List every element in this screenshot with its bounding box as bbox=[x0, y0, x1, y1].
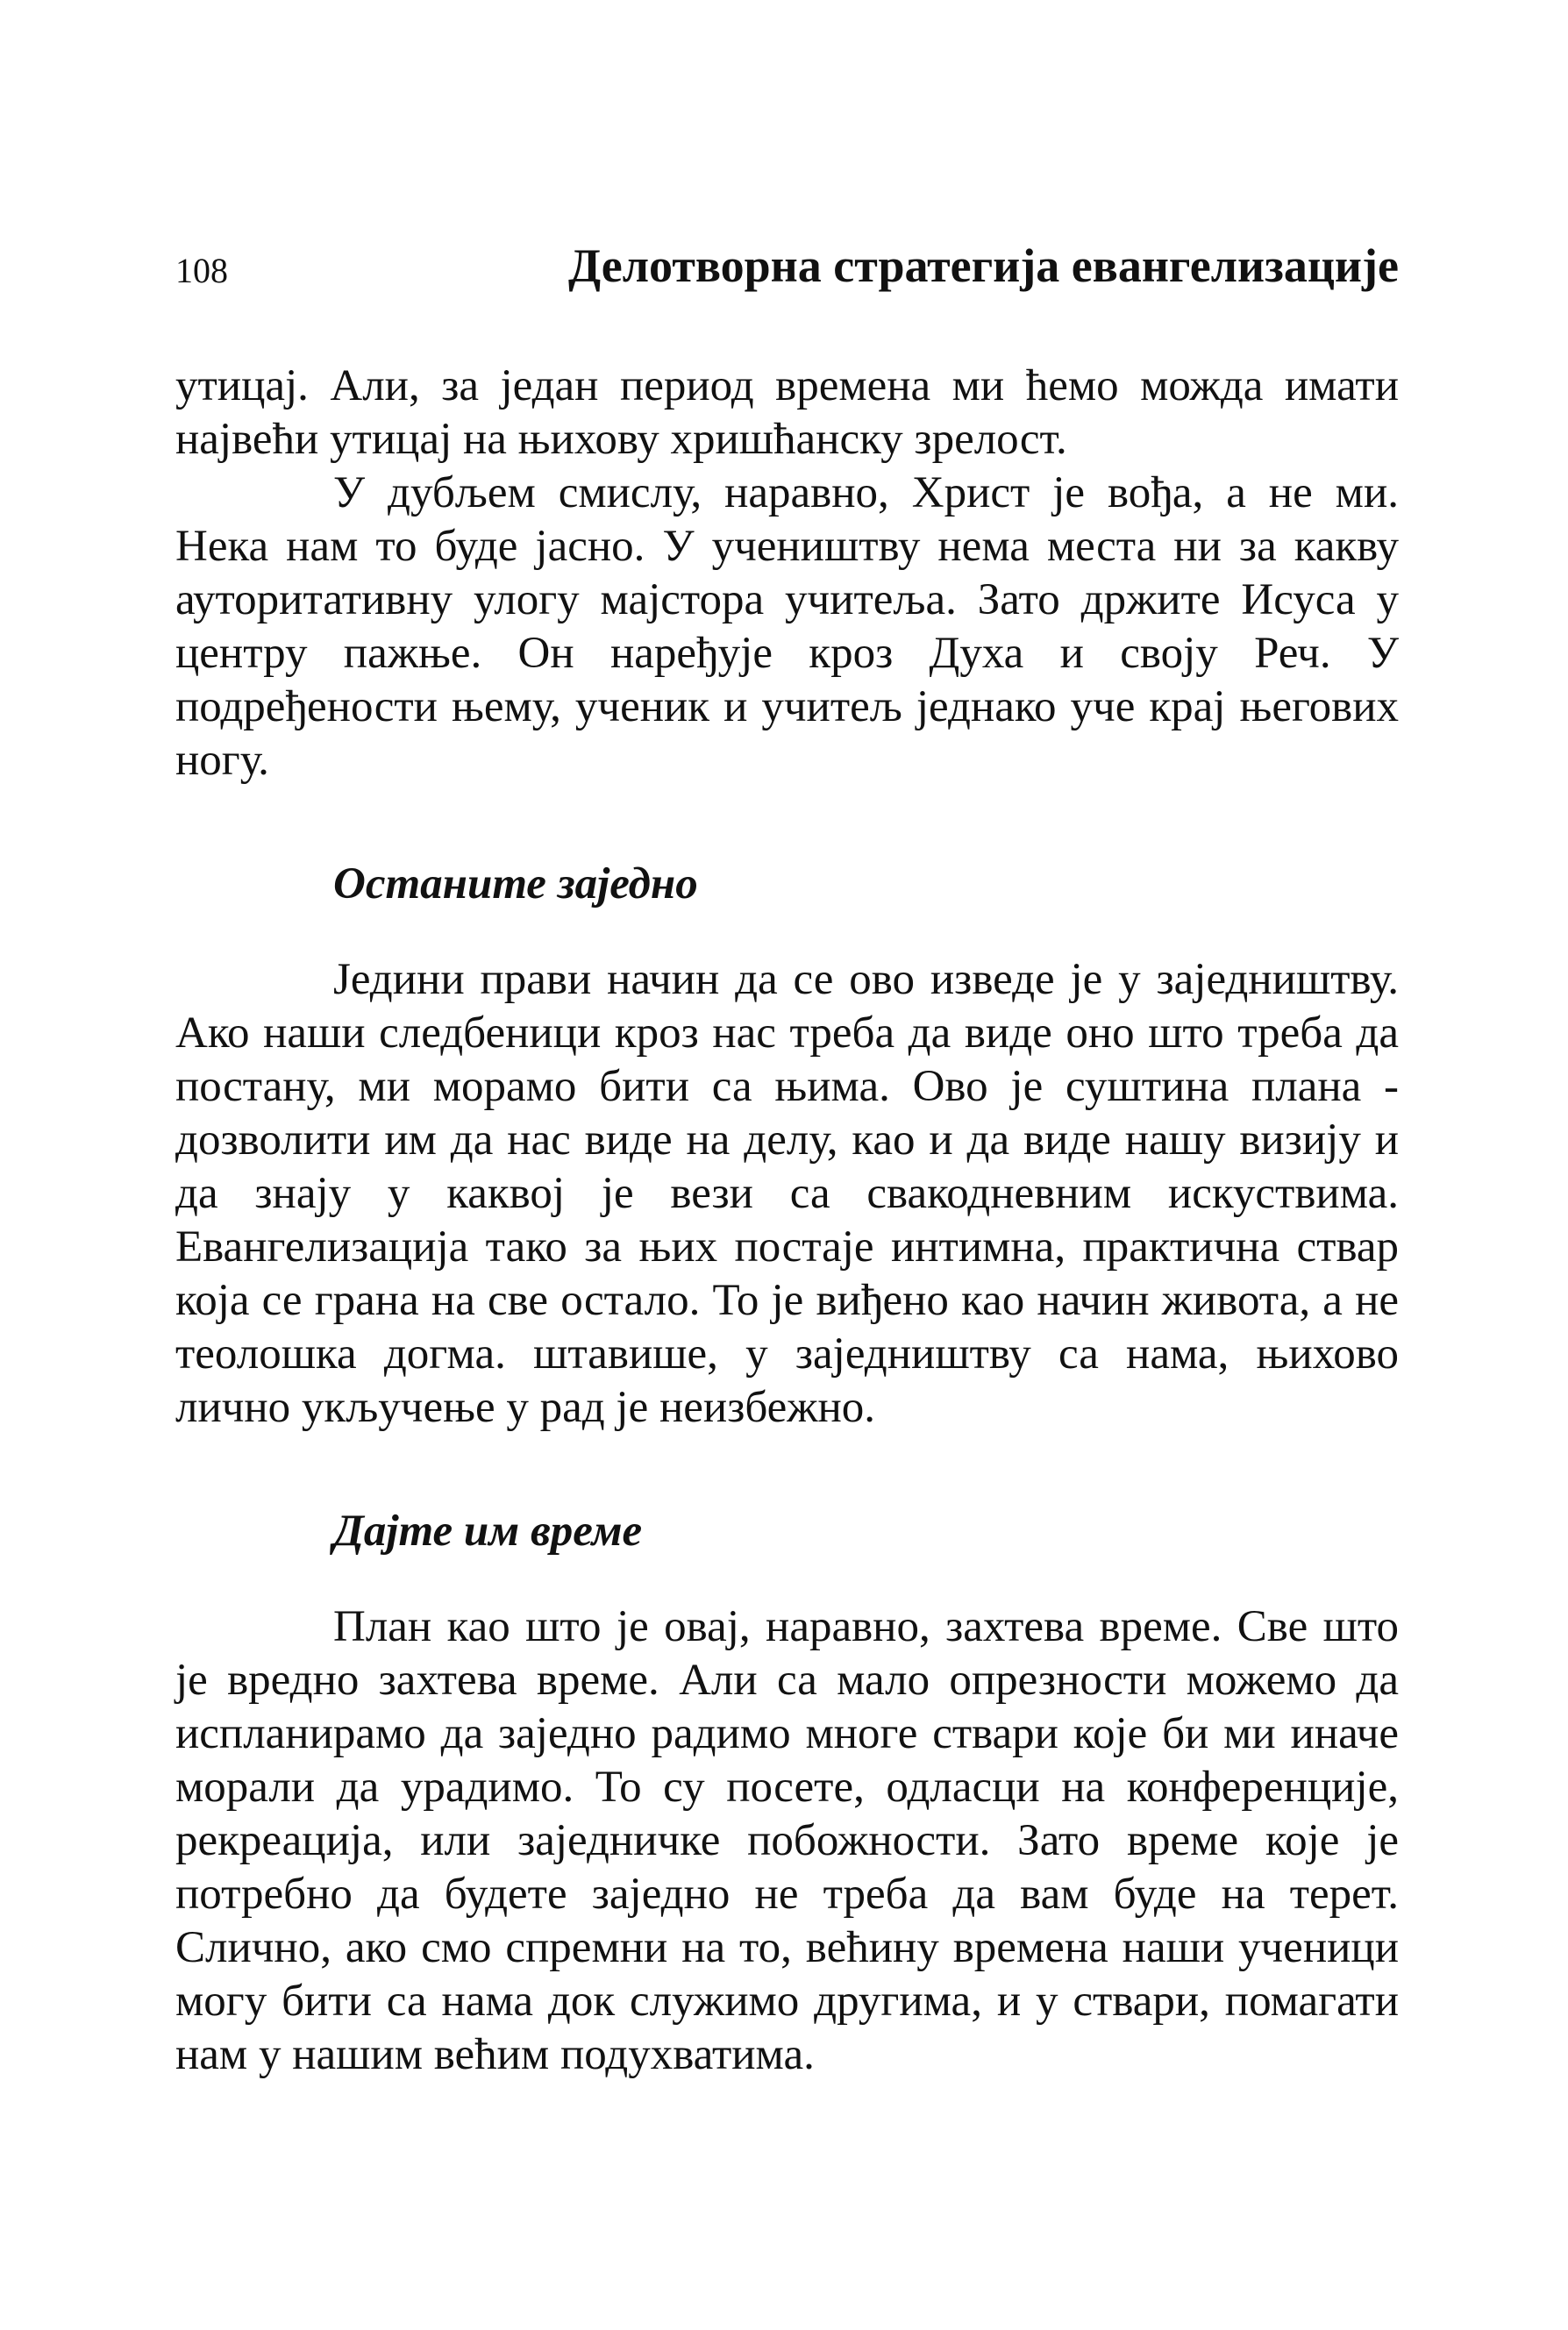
spacer bbox=[175, 911, 1399, 953]
paragraph: У дубљем смислу, наравно, Христ је вођа, а не ми. Нека нам то буде јасно. У учеништву нема места ни за какву ауторитативну улогу мајстора учитеља. Зато држите Исуса у центру пажње. Он наређује кроз Духа и своју Реч. У подређености њему, ученик и учитељ једнако уче крај његових ногу. bbox=[175, 468, 1399, 785]
paragraph-continued: утицај. Али, за један период времена ми ћемо можда имати највећи утицај на њихову хришћанску зрелост. bbox=[175, 361, 1399, 464]
running-header bbox=[175, 237, 1399, 298]
paragraph: Једини прави начин да се ово изведе је у заједништву. Ако наши следбеници кроз нас треба да виде оно што треба да постану, ми морамо бити са њима. Ово је суштина плана - дозволити им да нас виде на делу, као и да виде нашу визију и да знају у каквој је вези са свакодневним искуствима. Евангелизација тако за њих постаје интимна, практична ствар која се грана на све остало. То је виђено као начин живота, а не теолошка догма. штавише, у заједништву са нама, њихово лично укључење у рад је неизбежно. bbox=[175, 955, 1399, 1432]
spacer bbox=[175, 787, 1399, 858]
spacer bbox=[175, 1558, 1399, 1600]
body-text bbox=[175, 360, 1399, 2082]
paragraph: План као што је овај, наравно, захтева време. Све што је вредно захтева време. Али са мало опрезности можемо да испланирамо да заједно радимо многе ствари које би ми иначе морали да урадимо. То су посете, одласци на конференције, рекреација, или заједничке побожности. Зато време које је потребно да будете заједно не треба да вам буде на терет. Слично, ако смо спремни на то, већину времена наши ученици могу бити са нама док служимо другима, и у ствари, помагати нам у нашим већим подухватима. bbox=[175, 1602, 1399, 2079]
section-heading-stay-together: Останите заједно bbox=[333, 859, 698, 908]
book-title: Делотворна стратегија евангелизације bbox=[567, 239, 1399, 292]
section-heading-give-them-time: Дајте им време bbox=[333, 1507, 643, 1556]
spacer bbox=[175, 1435, 1399, 1505]
page-number: 108 bbox=[175, 251, 228, 290]
